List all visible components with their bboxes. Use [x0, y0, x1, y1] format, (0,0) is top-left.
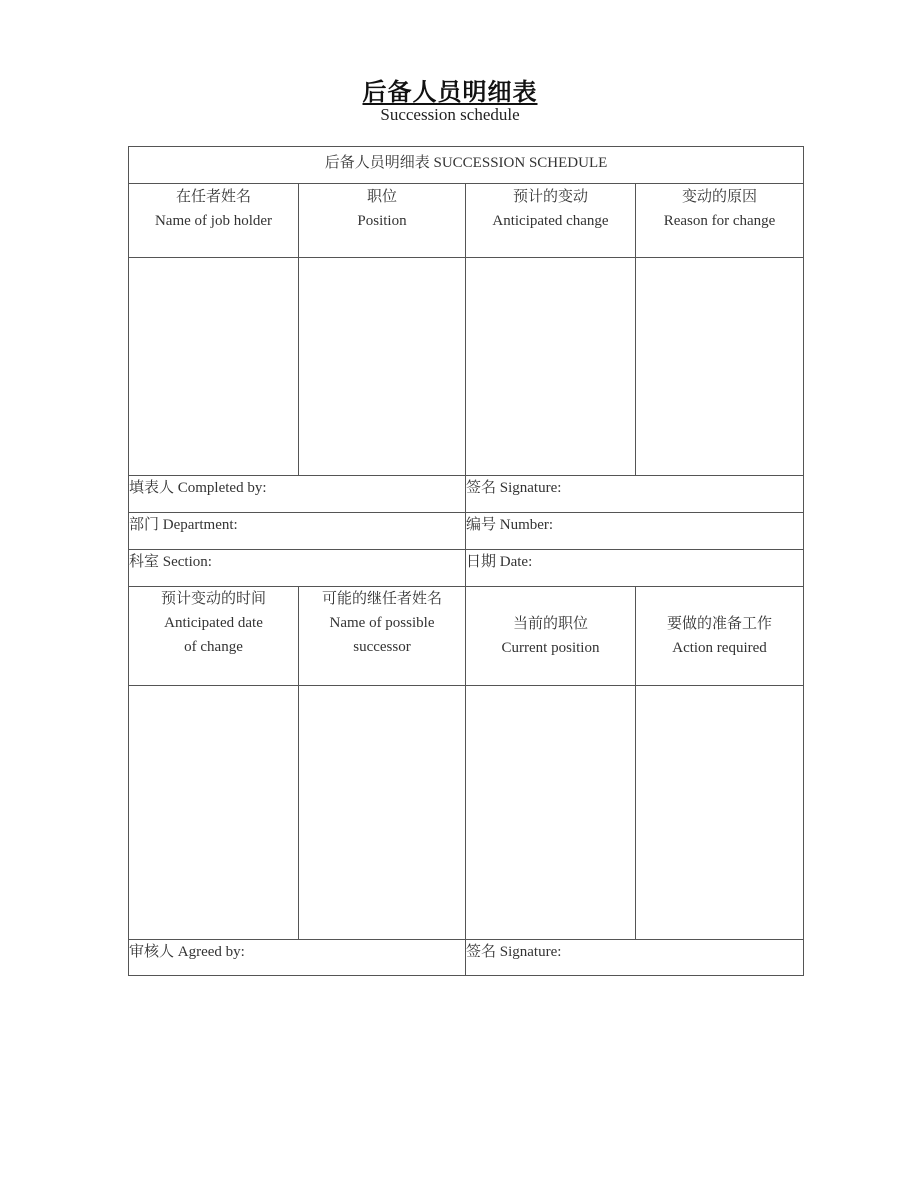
anticipated-change-entry-cell[interactable] [466, 258, 636, 476]
signature-label: 签名 Signature: [466, 480, 562, 496]
number-label: 编号 Number: [466, 517, 554, 533]
anticipated-date-entry-cell[interactable] [129, 686, 299, 940]
department-field[interactable] [129, 513, 466, 550]
header-position [299, 184, 466, 258]
entry-row-1 [129, 258, 804, 476]
succession-schedule-form [128, 146, 804, 976]
info-row-section [129, 550, 804, 587]
completed-by-label: 填表人 Completed by: [129, 480, 267, 496]
footer-signature-label: 签名 Signature: [466, 944, 562, 960]
header-action-required-en: Action required [672, 640, 767, 656]
header-successor-cn: 可能的继任者姓名 [321, 591, 442, 607]
document-title: 后备人员明细表 [362, 80, 538, 106]
header-successor-en2: successor [353, 639, 411, 655]
header-successor-en1: Name of possible [329, 615, 435, 631]
current-position-entry-cell[interactable] [466, 686, 636, 940]
number-field[interactable] [466, 513, 804, 550]
header-row-2 [129, 587, 804, 686]
header-current-position-en: Current position [501, 640, 600, 656]
header-reason-for-change [636, 184, 804, 258]
header-row-1 [129, 184, 804, 258]
header-action-required-cn: 要做的准备工作 [667, 616, 773, 632]
entry-row-2 [129, 686, 804, 940]
footer-row [129, 940, 804, 976]
header-job-holder-cn: 在任者姓名 [175, 189, 251, 205]
form-band-title-text: 后备人员明细表 SUCCESSION SCHEDULE [324, 155, 608, 171]
header-reason-en: Reason for change [663, 213, 776, 229]
footer-signature-field[interactable] [466, 940, 804, 976]
header-possible-successor [299, 587, 466, 686]
header-anticipated-date-cn: 预计变动的时间 [160, 591, 266, 607]
reason-entry-cell[interactable] [636, 258, 804, 476]
header-job-holder-en: Name of job holder [154, 213, 273, 229]
department-label: 部门 Department: [129, 517, 238, 533]
header-anticipated-change-en: Anticipated change [492, 213, 609, 229]
header-anticipated-date [129, 587, 299, 686]
completed-by-field[interactable] [129, 476, 466, 513]
band-title-row [129, 147, 804, 184]
section-field[interactable] [129, 550, 466, 587]
agreed-by-field[interactable] [129, 940, 466, 976]
info-row-completed [129, 476, 804, 513]
info-row-department [129, 513, 804, 550]
job-holder-entry-cell[interactable] [129, 258, 299, 476]
header-action-required [636, 587, 804, 686]
header-current-position [466, 587, 636, 686]
header-anticipated-date-en2: of change [184, 639, 243, 655]
header-position-cn: 职位 [366, 189, 397, 205]
document-subtitle: Succession schedule [380, 105, 520, 124]
signature-field[interactable] [466, 476, 804, 513]
date-label: 日期 Date: [466, 554, 533, 570]
header-reason-cn: 变动的原因 [682, 189, 758, 205]
header-job-holder [129, 184, 299, 258]
possible-successor-entry-cell[interactable] [299, 686, 466, 940]
form-band-title [129, 147, 804, 184]
header-anticipated-change [466, 184, 636, 258]
header-position-en: Position [357, 213, 407, 229]
agreed-by-label: 审核人 Agreed by: [129, 944, 245, 960]
header-anticipated-date-en1: Anticipated date [164, 615, 263, 631]
section-label: 科室 Section: [129, 554, 212, 570]
position-entry-cell[interactable] [299, 258, 466, 476]
header-current-position-cn: 当前的职位 [512, 616, 588, 632]
header-anticipated-change-cn: 预计的变动 [512, 189, 588, 205]
action-required-entry-cell[interactable] [636, 686, 804, 940]
date-field[interactable] [466, 550, 804, 587]
